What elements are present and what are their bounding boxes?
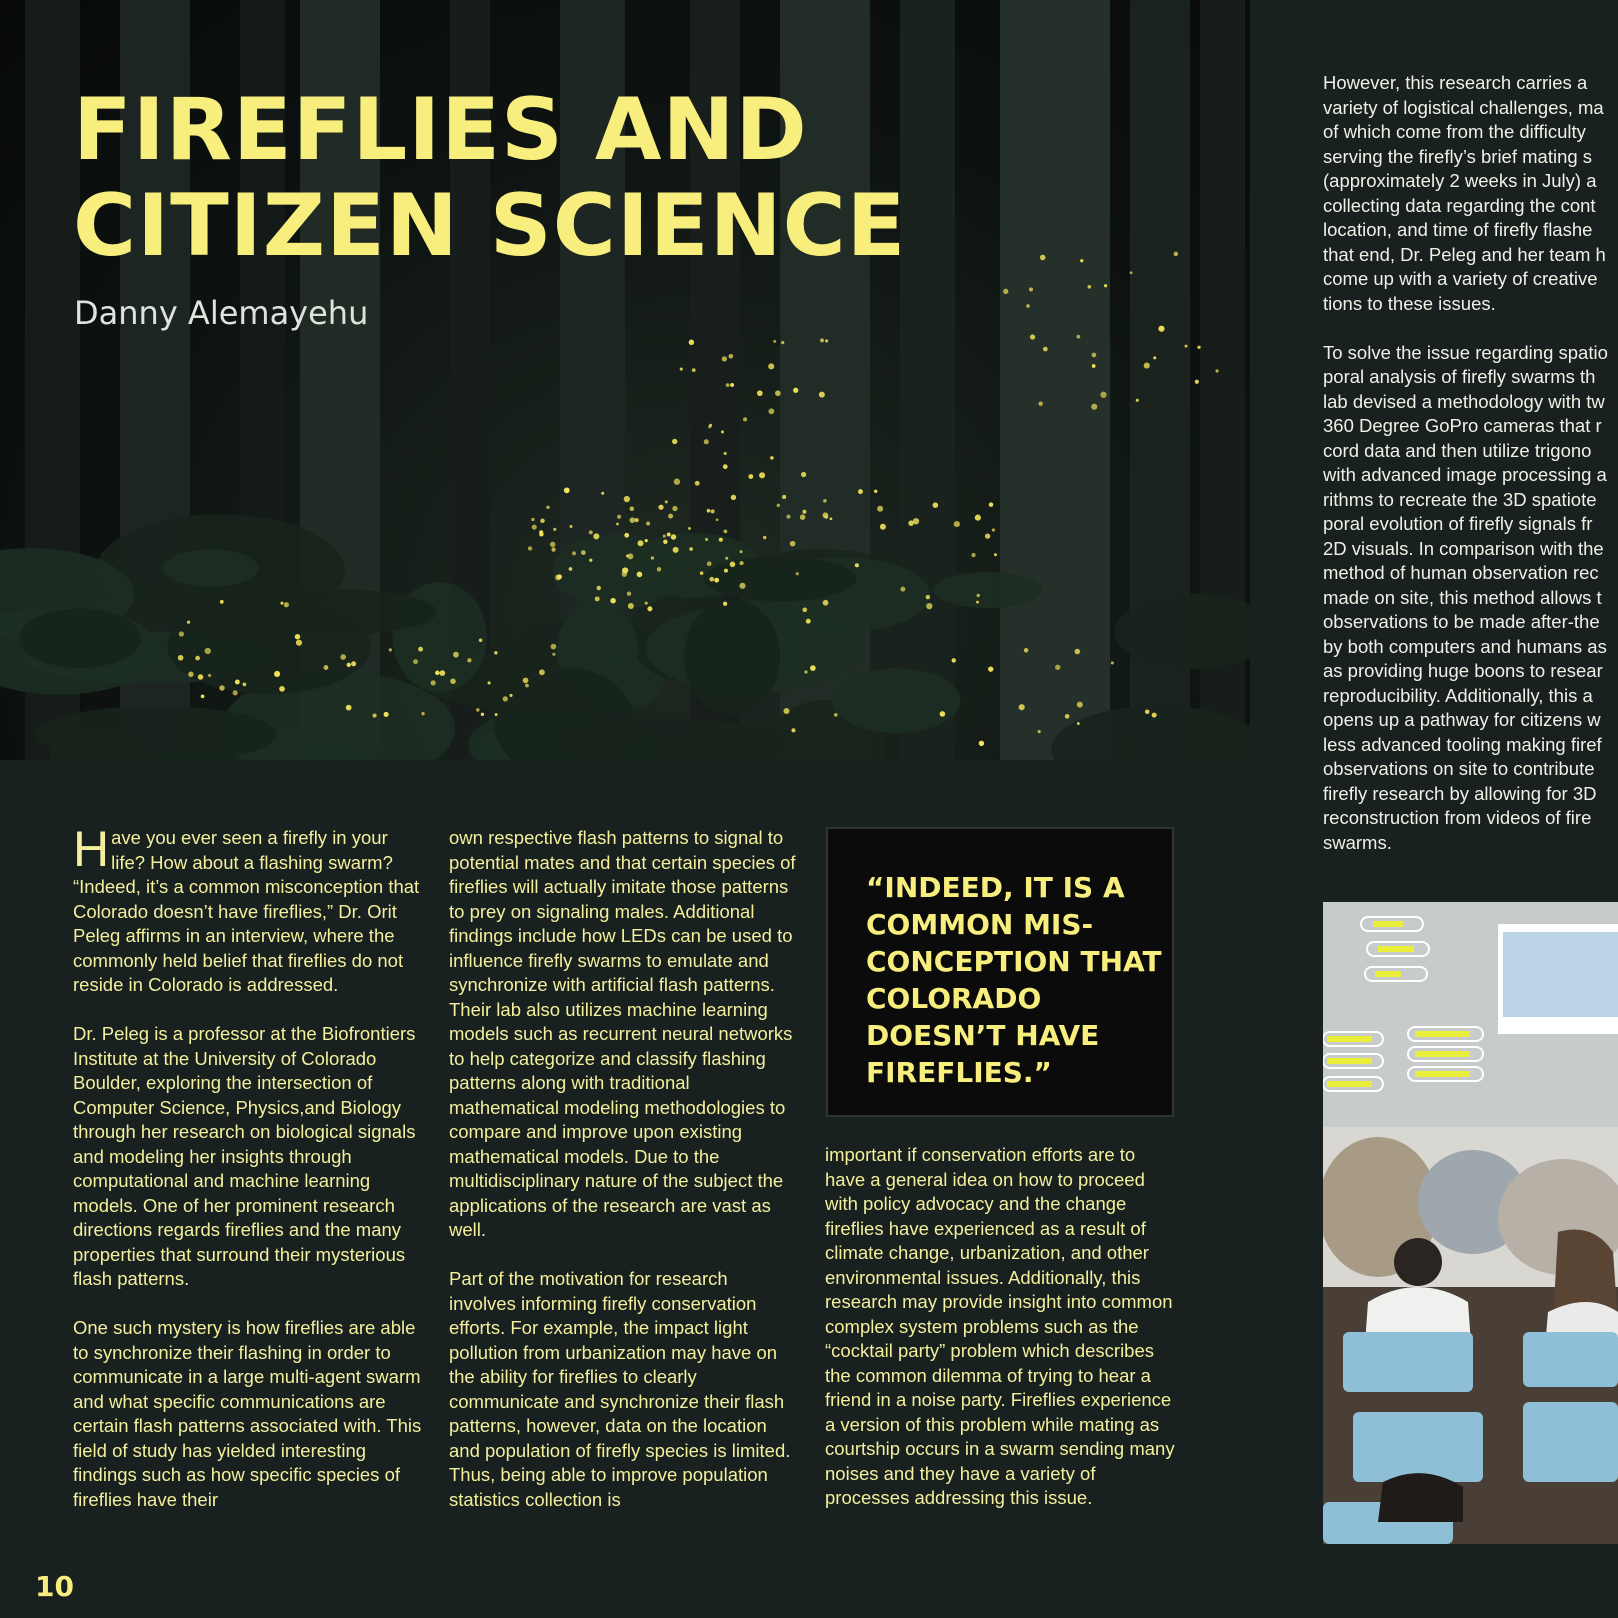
firefly-glow [674,479,680,485]
firefly-glow [1185,345,1188,348]
fern-foliage [552,534,682,609]
firefly-glow [689,547,693,551]
firefly-glow [1019,704,1025,710]
article-author: Danny Alemayehu [74,294,369,332]
drop-cap: H [73,821,110,877]
firefly-glow [730,561,736,567]
firefly-glow [743,417,747,421]
firefly-glow [1075,649,1081,655]
firefly-glow [626,555,629,558]
firefly-glow [1038,730,1041,733]
firefly-glow [187,621,190,624]
firefly-glow [802,510,806,514]
firefly-glow [637,572,643,578]
firefly-glow [740,550,743,553]
body-column-1-text: ave you ever seen a firefly in your life? How about a flashing swarm? “Indeed, it’s a common misconception that Colorado doesn’t have fireflies,” Dr. Orit Peleg affirms in an interview, where the commonly held belief that fireflies do not reside in Colorado is addressed. Dr. Peleg is a professor at the Biofrontiers Institute at the University of Colorado Boulder, exploring the intersection of Computer Science, Physics,and Biology through her research on biological signals and modeling her insights through computational and machine learning models. One of her prominent research directions regards fireflies and the many properties that surround their mysterious flash patterns. One such mystery is how fireflies are able to synchronize their flashing in order to communicate in a large multi-agent swarm and what specific communications are certain flash patterns associated with. This field of study has yielded interesting findings such as how specific species of fireflies have their [73,827,422,1510]
firefly-glow [825,339,828,342]
firefly-glow [810,665,816,671]
firefly-glow [725,557,728,560]
firefly-glow [550,542,556,548]
firefly-glow [589,559,592,562]
firefly-glow [220,600,224,604]
firefly-glow [985,533,990,538]
firefly-glow [219,685,224,690]
firefly-glow [834,713,838,717]
firefly-glow [624,496,630,502]
firefly-glow [1030,334,1035,339]
firefly-glow [951,658,955,662]
firefly-glow [695,481,700,486]
firefly-glow [806,619,811,624]
firefly-glow [723,602,727,606]
firefly-glow [740,561,744,565]
firefly-glow [716,518,719,521]
firefly-glow [830,517,833,520]
firefly-glow [1003,289,1008,294]
firefly-glow [540,519,545,524]
fern-foliage [684,599,780,714]
firefly-glow [1215,369,1218,372]
firefly-glow [709,577,714,582]
hero-photo-firefly-forest [0,0,1250,760]
pull-quote-text: “INDEED, IT IS A COMMON MIS- CONCEPTION THAT COLORADO DOESN’T HAVE FIREFLIES.” [866,871,1162,1089]
firefly-glow [714,578,719,583]
firefly-glow [552,653,555,656]
firefly-glow [616,523,619,526]
firefly-glow [572,551,576,555]
firefly-glow [546,506,549,509]
firefly-glow [777,504,780,507]
firefly-glow [820,338,824,342]
firefly-glow [384,712,389,717]
firefly-glow [233,690,238,695]
firefly-glow [1055,665,1060,670]
firefly-glow [389,648,392,651]
firefly-glow [680,367,683,370]
firefly-glow [663,540,667,544]
firefly-glow [802,607,807,612]
firefly-glow [724,569,728,573]
firefly-glow [525,684,529,688]
firefly-glow [523,678,529,684]
firefly-glow [503,696,508,701]
firefly-glow [730,383,734,387]
firefly-glow [723,464,728,469]
firefly-glow [340,654,346,660]
firefly-glow [467,658,471,662]
firefly-glow [179,631,184,636]
firefly-glow [874,490,877,493]
fern-foliage [19,608,140,668]
firefly-glow [689,340,694,345]
firefly-glow [719,538,723,542]
firefly-glow [610,598,616,604]
firefly-glow [707,561,712,566]
firefly-glow [657,567,662,572]
firefly-glow [665,500,668,503]
firefly-glow [721,430,724,433]
firefly-glow [782,495,786,499]
firefly-glow [205,648,211,654]
firefly-glow [593,533,599,539]
firefly-glow [347,663,351,667]
firefly-glow [667,533,671,537]
firefly-glow [804,670,807,673]
firefly-glow [645,602,648,605]
firefly-glow [994,553,997,556]
lecture-photo [1323,902,1618,1544]
firefly-glow [979,741,984,746]
firefly-glow [707,509,711,513]
firefly-glow [651,556,654,559]
firefly-glow [295,634,300,639]
firefly-glow [748,474,753,479]
firefly-glow [569,567,573,571]
firefly-glow [553,528,556,531]
firefly-glow [453,652,459,658]
firefly-glow [1152,713,1157,718]
firefly-glow [757,390,763,396]
firefly-glow [692,368,696,372]
firefly-glow [900,587,905,592]
firefly-glow [296,640,302,646]
firefly-glow [724,529,728,533]
firefly-glow [708,425,711,428]
firefly-glow [1091,404,1097,410]
firefly-glow [1077,335,1081,339]
pull-quote-box [826,827,1174,1117]
firefly-glow [551,644,557,650]
firefly-glow [509,694,512,697]
firefly-glow [589,530,593,534]
firefly-glow [645,539,648,542]
firefly-glow [768,408,774,414]
firefly-glow [1029,287,1033,291]
firefly-glow [564,487,570,493]
firefly-glow [629,517,635,523]
firefly-glow [759,472,765,478]
firefly-glow [178,655,184,661]
firefly-glow [346,705,352,711]
firefly-glow [532,525,537,530]
firefly-glow [627,591,631,595]
firefly-glow [198,674,204,680]
firefly-glow [274,671,280,677]
firefly-glow [671,534,677,540]
firefly-glow [781,341,784,344]
firefly-glow [539,669,545,675]
firefly-glow [596,586,600,590]
firefly-glow [1145,709,1150,714]
firefly-glow [977,594,980,597]
firefly-glow [1043,347,1048,352]
firefly-glow [688,527,691,530]
firefly-glow [1024,648,1029,653]
firefly-glow [1092,364,1096,368]
fern-foliage [167,599,370,694]
firefly-glow [940,711,946,717]
firefly-glow [989,502,994,507]
firefly-glow [1104,284,1107,287]
firefly-glow [1197,346,1200,349]
firefly-glow [913,518,919,524]
firefly-glow [988,666,993,671]
firefly-glow [724,452,727,455]
firefly-glow [1077,702,1083,708]
firefly-glow [1088,285,1092,289]
firefly-glow [450,678,456,684]
firefly-glow [673,547,679,553]
firefly-glow [476,708,480,712]
firefly-glow [494,651,497,654]
fern-foliage [704,557,857,602]
body-column-2: own respective flash patterns to signal to potential mates and that certain species of fireflies will actually imitate those patterns to prey on signaling males. Additional findings include how LEDs can be used to influence firefly swarms to emulate and synchronize with artificial flash patterns. Their lab also utilizes machine learning models such as recurrent neural networks to help categorize and classify flashing patterns along with traditional mathematical modeling methodologies to compare and improve upon existing mathematical models. Due to the multidisciplinary nature of the subject the applications of the research are vast as well. Part of the motivation for research involves informing firefly conservation efforts. For example, the impact light pollution from urbanization may have on the ability for fireflies to clearly communicate and synchronize their flash patterns, however, data on the location and population of firefly species is limited. Thus, being able to improve population statistics collection is [449,827,796,1510]
firefly-glow [479,638,483,642]
fern-foliage [832,668,960,733]
firefly-glow [531,518,534,521]
firefly-glow [1195,380,1199,384]
firefly-glow [1100,392,1106,398]
firefly-glow [954,521,960,527]
firefly-glow [481,713,484,716]
firefly-glow [208,674,211,677]
firefly-glow [528,546,532,550]
firefly-glow [638,540,644,546]
firefly-glow [823,499,827,503]
firefly-glow [1065,714,1070,719]
article-title: FIREFLIES AND CITIZEN SCIENCE [73,80,907,276]
firefly-glow [551,547,555,551]
firefly-glow [801,472,806,477]
firefly-glow [435,671,439,675]
firefly-glow [243,683,247,687]
firefly-glow [926,595,931,600]
firefly-glow [418,647,423,652]
firefly-glow [992,528,995,531]
firefly-glow [1026,304,1030,308]
firefly-glow [1077,722,1080,725]
firefly-glow [195,656,200,661]
firefly-glow [413,659,418,664]
firefly-glow [790,541,796,547]
firefly-glow [880,524,886,530]
firefly-glow [739,583,745,589]
firefly-glow [1158,326,1164,332]
firefly-glow [201,695,205,699]
firefly-glow [323,665,328,670]
firefly-glow [793,388,798,393]
firefly-glow [595,596,600,601]
firefly-glow [539,530,543,534]
firefly-glow [581,550,586,555]
firefly-glow [726,383,730,387]
firefly-glow [855,563,859,567]
firefly-glow [877,506,883,512]
firefly-glow [705,538,708,541]
firefly-glow [628,603,634,609]
firefly-glow [775,390,781,396]
firefly-glow [495,713,498,716]
firefly-glow [975,515,981,521]
firefly-glow [617,515,621,519]
firefly-glow [570,525,573,528]
firefly-glow [822,512,828,518]
firefly-glow [1144,363,1150,369]
firefly-glow [440,670,446,676]
firefly-glow [1092,353,1097,358]
firefly-glow [773,340,776,343]
fern-foliage [163,549,258,587]
page-number: 10 [35,1570,74,1603]
firefly-glow [722,356,727,361]
firefly-glow [728,354,733,359]
firefly-glow [646,521,650,525]
right-column-text: However, this research carries a variety of logistical challenges, ma of which come from the difficulty serving the firefly’s brief mating s (approximately 2 weeks in July) a collecting data regarding the cont location, and time of firefly flashe that end, Dr. Peleg and her team h come up with a variety of creative tions to these issues. To solve the issue regarding spatio poral analysis of firefly swarms th lab devised a methodology with tw 360 Degree GoPro cameras that r cord data and then utilize trigono with advanced image processing a rithms to recreate the 3D spatiote poral evolution of firefly signals fr 2D visuals. In comparison with the method of human observation rec made on site, this method allows t observations to be made after-the by both computers and humans as as providing huge boons to resear reproducibility. Additionally, this a opens up a pathway for citizens w less advanced tooling making firef observations on site to contribute firefly research by allowing for 3D reconstruction from videos of fire swarms. [1323,72,1608,853]
firefly-glow [1136,399,1139,402]
firefly-glow [421,712,424,715]
firefly-glow [1111,661,1114,664]
firefly-glow [635,518,639,522]
firefly-glow [351,661,356,666]
firefly-glow [431,680,436,685]
firefly-glow [284,602,289,607]
firefly-glow [791,728,795,732]
firefly-glow [796,572,799,575]
firefly-glow [279,686,285,692]
firefly-glow [663,535,666,538]
firefly-glow [630,507,635,512]
fern-foliage [933,572,1043,608]
firefly-glow [704,439,709,444]
body-column-1 [73,821,423,1512]
firefly-glow [768,363,774,369]
firefly-glow [281,602,284,605]
firefly-glow [235,680,240,685]
lecture-illustration [1323,902,1618,1544]
firefly-glow [933,502,939,508]
firefly-glow [672,506,677,511]
firefly-glow [1153,356,1156,359]
firefly-glow [557,574,562,579]
firefly-glow [658,505,663,510]
firefly-glow [800,514,806,520]
firefly-glow [786,515,790,519]
firefly-glow [976,601,979,604]
firefly-glow [1038,401,1042,405]
firefly-glow [700,571,704,575]
firefly-glow [819,392,825,398]
firefly-glow [926,603,932,609]
firefly-glow [601,492,604,495]
body-column-3: important if conservation efforts are to have a general idea on how to proceed with policy advocacy and the change fireflies have experienced as a result of climate change, urbanization, and other environmental issues. Additionally, this research may provide insight into common complex system problems such as the “cocktail party” problem which describes the common dilemma of trying to hear a friend in a noise party. Fireflies experience a version of this problem while mating as courtship occurs in a swarm sending many noises and they have a variety of processes addressing this issue. [825,1144,1175,1508]
firefly-glow [971,553,975,557]
firefly-glow [770,456,773,459]
firefly-glow [711,509,715,513]
firefly-glow [731,495,736,500]
firefly-glow [763,536,766,539]
firefly-glow [858,489,863,494]
firefly-glow [622,571,628,577]
firefly-glow [672,439,677,444]
firefly-glow [624,533,629,538]
firefly-glow [647,606,652,611]
firefly-glow [668,514,673,519]
firefly-glow [188,672,193,677]
firefly-glow [784,708,790,714]
firefly-glow [487,681,490,684]
firefly-glow [823,600,829,606]
firefly-glow [373,714,377,718]
